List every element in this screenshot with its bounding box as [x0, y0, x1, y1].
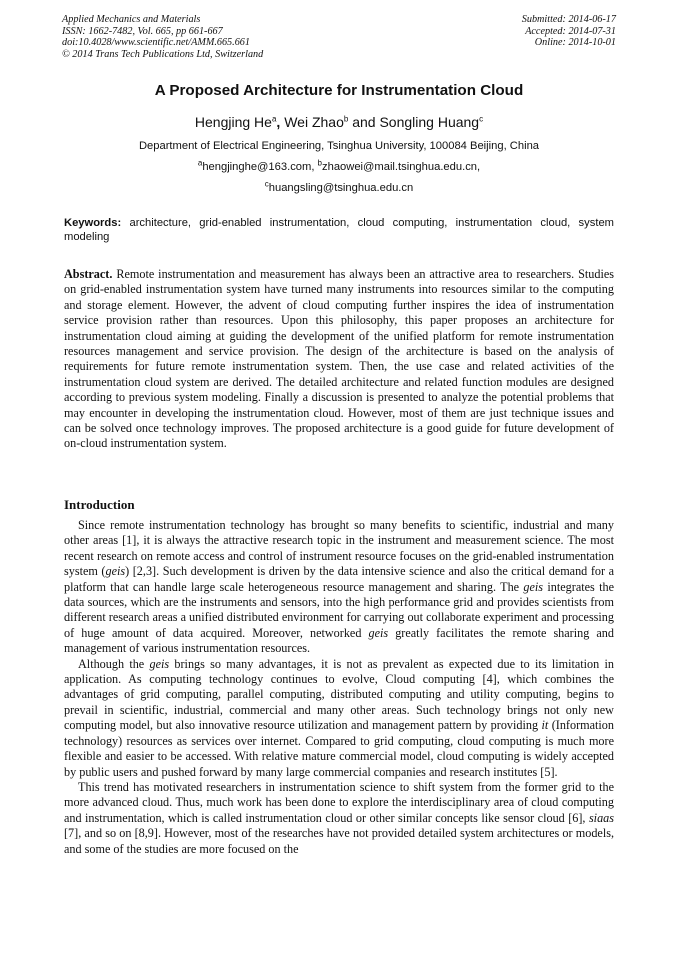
email-link[interactable]: huangsling@tsinghua.edu.cn — [268, 182, 414, 194]
online-date: Online: 2014-10-01 — [534, 37, 616, 49]
introduction-body — [64, 518, 614, 857]
journal-name: Applied Mechanics and Materials — [62, 14, 201, 25]
author-affil-mark: b — [343, 114, 349, 124]
keywords-block — [64, 217, 614, 244]
paragraph-text: ) [2,3]. Such development is driven by the data intensive science and also the critical demand for a platform that can handle large scale heterogeneous resource management and sharing. The — [64, 564, 615, 594]
emphasis-term: geis — [523, 579, 544, 594]
paragraph-text: integrates the data sources, which are the instruments and sensors, into the high performance grid and provides scientists from different research areas a unified distributed environment for carrying out collaborate experiment and processing of huge amount of data acquired. Moreover, networked — [64, 579, 615, 640]
email-line — [0, 158, 678, 173]
keywords-text: architecture, grid-enabled instrumentation, cloud computing, instrumentation cloud, system modeling — [64, 217, 614, 243]
doi-line[interactable]: doi:10.4028/www.scientific.net/AMM.665.661 — [62, 37, 250, 49]
paragraph-text: greatly facilitates the remote sharing and management of various instrumentation resources. — [64, 625, 614, 656]
emphasis-term: it — [541, 718, 549, 733]
paragraph-text: Since remote instrumentation technology has brought so many benefits to scientific, industrial and many other areas [1], it is always the attractive research topic in the instrument and measurement science. The most recent research on remote access and control of instrument resource focuses on the grid-enabled instrumentation system ( — [64, 518, 614, 579]
author-name: Hengjing He — [194, 114, 272, 130]
section-heading-introduction: Introduction — [64, 497, 135, 512]
author-name: Wei Zhao — [280, 114, 344, 130]
journal-header — [62, 14, 263, 60]
author-name: and Songling Huang — [348, 114, 480, 130]
paper-title: A Proposed Architecture for Instrumentation Cloud — [154, 82, 524, 99]
keywords-label: Keywords: — [64, 217, 122, 229]
paragraph — [64, 780, 614, 857]
emphasis-term: geis — [105, 564, 126, 579]
author-affil-mark: a — [271, 114, 277, 124]
author-separator: , — [276, 114, 281, 130]
affiliation: Department of Electrical Engineering, Tsinghua University, 100084 Beijing, China — [138, 140, 540, 152]
email-mark: b — [317, 158, 322, 168]
paragraph-text: [7], and so on [8,9]. However, most of the researches have not provided detailed system architectures or models, and some of the studies are more focused on the — [64, 826, 614, 856]
email-link[interactable]: hengjinghe@163.com, — [202, 161, 318, 173]
abstract-label: Abstract. — [64, 267, 113, 281]
submitted-date: Submitted: 2014-06-17 — [521, 14, 616, 25]
paragraph — [64, 518, 614, 657]
issn-line: ISSN: 1662-7482, Vol. 665, pp 661-667 — [62, 25, 223, 37]
copyright-line: © 2014 Trans Tech Publications Ltd, Switzerland — [62, 48, 264, 60]
emphasis-term: geis — [368, 625, 389, 640]
paragraph-text: Although the — [78, 656, 150, 671]
paragraph — [64, 657, 614, 780]
abstract-block — [64, 267, 614, 452]
email-mark: a — [197, 158, 203, 168]
dates-header — [522, 14, 616, 49]
emphasis-term: geis — [149, 656, 170, 671]
accepted-date: Accepted: 2014-07-31 — [525, 25, 616, 37]
paragraph-text: brings so many advantages, it is not as prevalent as expected due to its limitation in application. As computing technology continues to evolve, Cloud computing [4], which combines the advantages of grid computing, parallel computing, distributed computing and utility computing, begins to prevail in scientific, industrial, commercial and many other areas. Such technology brings not only new computing model, but also innovative resource utilization and management pattern by providing — [64, 656, 614, 733]
email-link[interactable]: zhaowei@mail.tsinghua.edu.cn, — [322, 161, 481, 173]
paragraph-text: This trend has motivated researchers in instrumentation science to shift system from the former grid to the more advanced cloud. Thus, much work has been done to explore the interdisciplinary area of cloud computing and instrumentation, which is called instrumentation cloud or other similar concepts like sensor cloud [6], — [64, 779, 614, 825]
emphasis-term: siaas — [588, 810, 614, 825]
author-affil-mark: c — [479, 114, 484, 124]
email-line — [0, 179, 678, 194]
email-mark: c — [264, 179, 269, 189]
paragraph-text: (Information technology) resources as services over internet. Compared to grid computing, cloud computing is much more flexible and easier to be accessed. With relative mature commercial model, cloud computing is widely accepted by public users and pushed forward by many large commercial companies and research institutes [5]. — [64, 718, 614, 779]
abstract-text: Remote instrumentation and measurement has always been an attractive area to researchers. Studies on grid-enabled instrumentation system have turned many instruments into resources similar to the computing and storage element. However, the advent of cloud computing further inspires the idea of instrumentation service provision rather than resources. Upon this philosophy, this paper proposes an architecture for instrumentation cloud aiming at guiding the development of the unified platform for remote instrumentation resources management and service provision. The design of the architecture is based on the analysis of requirements for future remote instrumentation system. Then, the use case and related activities of the instrumentation cloud system are derived. The detailed architecture and related function modules are designed according to previous system modeling. Finally a discussion is presented to analyze the potential problems that may encounter in developing the instrumentation cloud. However, most of them are just technique issues and can be solved once technology improves. The proposed architecture is a good guide for future development of on-cloud instrumentation system. — [64, 267, 614, 451]
author-list — [0, 114, 678, 130]
